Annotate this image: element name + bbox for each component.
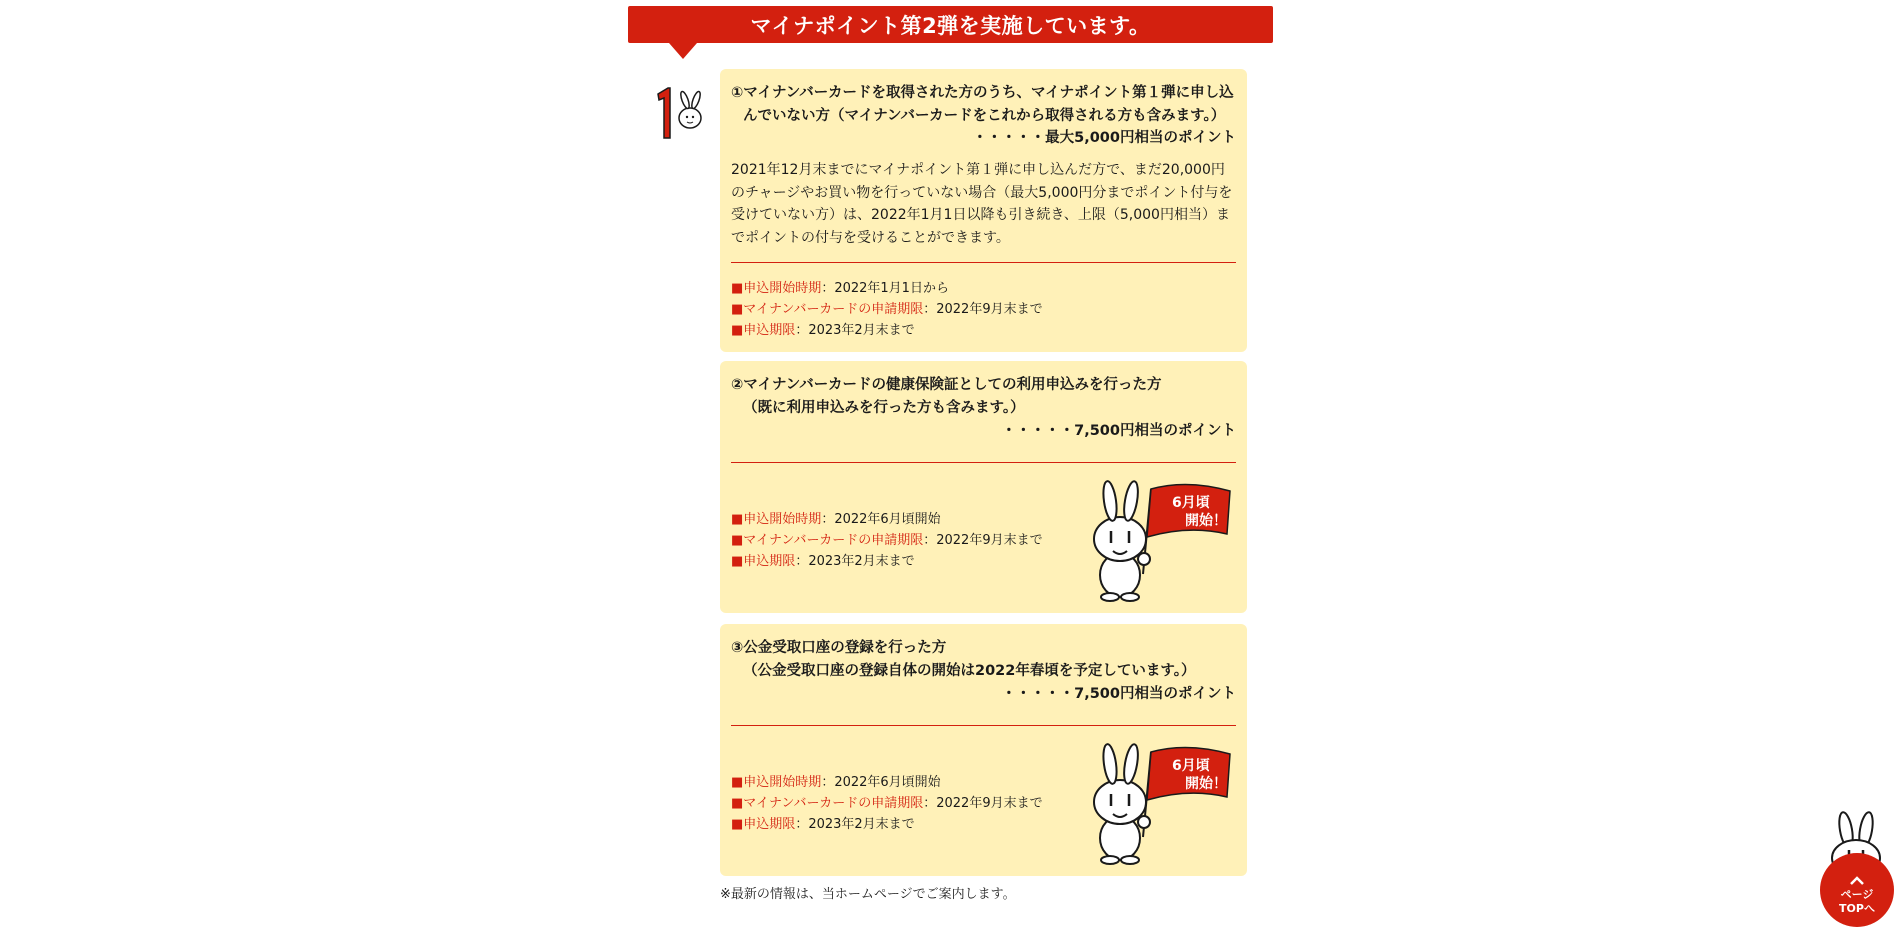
card-points: ・・・・・最大5,000円相当のポイント — [972, 130, 1236, 146]
info-row-start: ■申込開始時期：2022年6月頃開始 — [731, 775, 941, 790]
card-title-subline: （公金受取口座の登録自体の開始は2022年春頃を予定しています。） — [743, 663, 1196, 679]
campaign-card-3 — [720, 624, 1247, 876]
info-row-apply-deadline: ■申込期限：2023年2月末まで — [731, 554, 915, 569]
card-points: ・・・・・7,500円相当のポイント — [1001, 423, 1236, 439]
info-row-card-deadline: ■マイナンバーカードの申請期限：2022年9月末まで — [731, 302, 1043, 317]
flag-text-1: 6月頃 — [1172, 495, 1210, 511]
card-title — [731, 82, 1236, 128]
rabbit-flag-mascot-icon — [1067, 742, 1237, 867]
card-info-list — [731, 772, 1043, 835]
rabbit-flag-mascot-icon — [1067, 479, 1237, 604]
card-info-list — [731, 509, 1043, 572]
info-row-apply-deadline: ■申込期限：2023年2月末まで — [731, 817, 915, 832]
info-row-apply-deadline: ■申込期限：2023年2月末まで — [731, 323, 915, 338]
flag-text-2: 開始！ — [1185, 776, 1227, 792]
card-points: ・・・・・7,500円相当のポイント — [1001, 686, 1236, 702]
banner-pointer — [669, 43, 697, 59]
pagetop-label-2: TOPへ — [1839, 902, 1875, 915]
campaign-card-1 — [720, 69, 1247, 352]
section-banner — [628, 6, 1273, 43]
card-title-subline: （既に利用申込みを行った方も含みます。） — [743, 400, 1025, 416]
pagetop-label-1: ページ — [1840, 888, 1874, 901]
card-info-list — [731, 278, 1043, 341]
card-title — [731, 637, 1236, 683]
campaign-card-2 — [720, 361, 1247, 613]
card-title-line: ①マイナンバーカードを取得された方のうち、マイナポイント第１弾に申し込んでいない方（マイナンバーカードをこれから取得される方も含みます。） — [731, 85, 1234, 124]
info-row-start: ■申込開始時期：2022年1月1日から — [731, 281, 949, 296]
flag-text-2: 開始！ — [1185, 513, 1227, 529]
page-top-button[interactable] — [1818, 808, 1896, 928]
card-title-line: ②マイナンバーカードの健康保険証としての利用申込みを行った方 — [731, 377, 1162, 393]
info-row-start: ■申込開始時期：2022年6月頃開始 — [731, 512, 941, 527]
card-title — [731, 374, 1236, 420]
card-title-line: ③公金受取口座の登録を行った方 — [731, 640, 947, 656]
mascot-number-one-icon — [652, 84, 708, 144]
card-divider — [731, 725, 1236, 726]
card-description: 2021年12月末までにマイナポイント第１弾に申し込んだ方で、まだ20,000円のチャージやお買い物を行っていない場合（最大5,000円分までポイント付与を受けていない方）は、2022年1月1日以降も引き続き、上限（5,000円相当）までポイントの付与を受けることができます。 — [731, 162, 1233, 246]
card-divider — [731, 462, 1236, 463]
banner-title: マイナポイント第2弾を実施しています。 — [750, 13, 1151, 38]
flag-text-1: 6月頃 — [1172, 758, 1210, 774]
card-divider — [731, 262, 1236, 263]
info-row-card-deadline: ■マイナンバーカードの申請期限：2022年9月末まで — [731, 796, 1043, 811]
info-row-card-deadline: ■マイナンバーカードの申請期限：2022年9月末まで — [731, 533, 1043, 548]
footnote: ※最新の情報は、当ホームページでご案内します。 — [720, 887, 1016, 902]
